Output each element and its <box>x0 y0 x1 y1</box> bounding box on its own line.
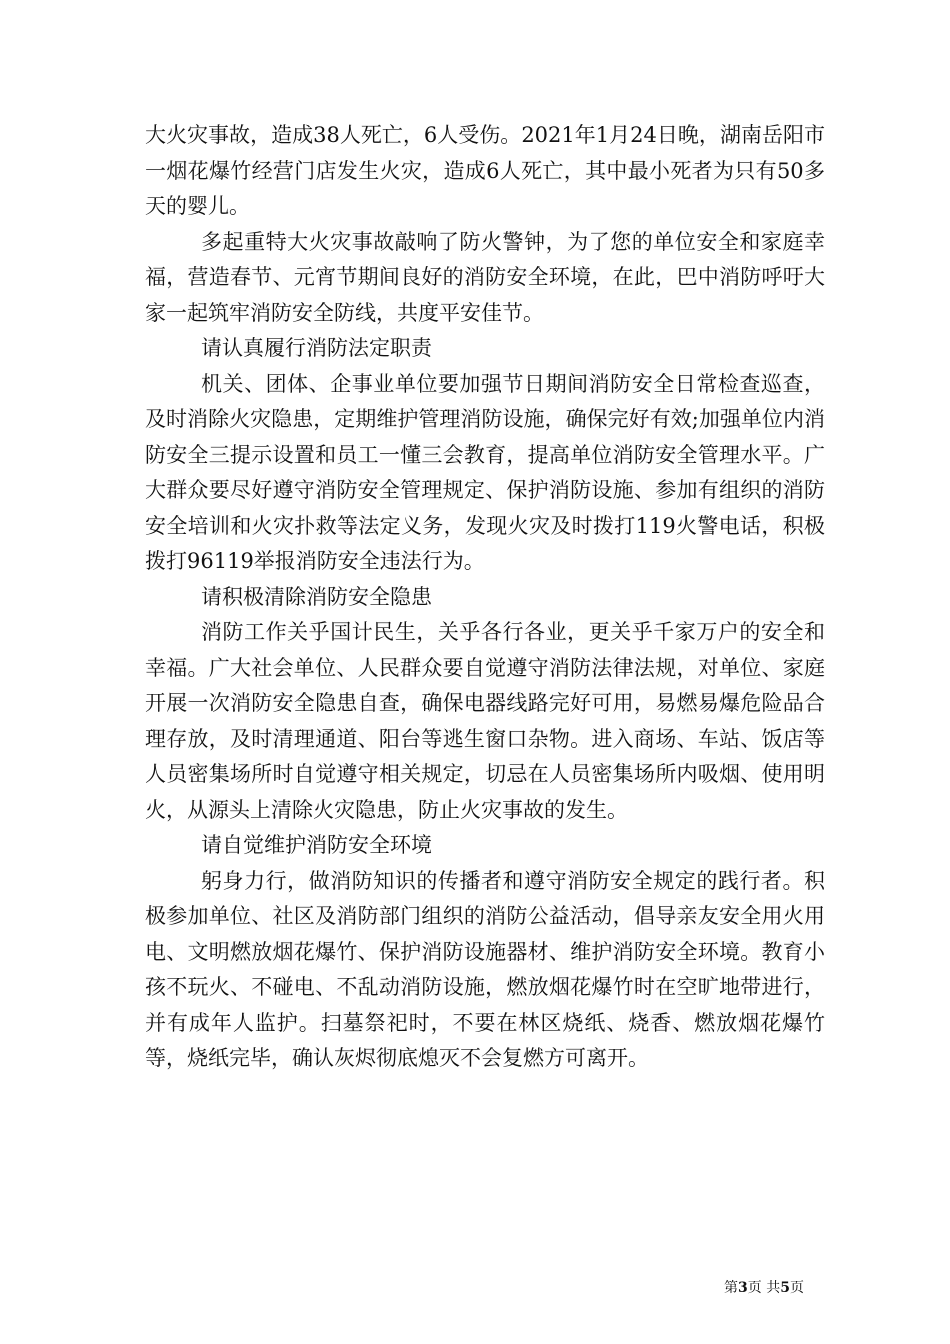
footer-suffix: 页 <box>790 1280 804 1296</box>
paragraph-appeal: 多起重特大火灾事故敲响了防火警钟，为了您的单位安全和家庭幸福，营造春节、元宵节期间良好的消防安全环境，在此，巴中消防呼吁大家一起筑牢消防安全防线，共度平安佳节。 <box>145 229 825 325</box>
section-heading-hazards: 请积极清除消防安全隐患 <box>201 584 432 609</box>
total-page-number: 5 <box>780 1280 790 1296</box>
footer-middle: 页 共 <box>747 1280 781 1296</box>
paragraph-environment: 躬身力行，做消防知识的传播者和遵守消防安全规定的践行者。积极参加单位、社区及消防部门组织的消防公益活动，倡导亲友安全用火用电、文明燃放烟花爆竹、保护消防设施器材、维护消防安全环境。教育小孩不玩火、不碰电、不乱动消防设施，燃放烟花爆竹时在空旷地带进行，并有成年人监护。扫墓祭祀时，不要在林区烧纸、烧香、燃放烟花爆竹等，烧纸完毕，确认灰烬彻底熄灭不会复燃方可离开。 <box>145 868 825 1070</box>
section-heading-duties: 请认真履行消防法定职责 <box>201 336 432 360</box>
paragraph-duties: 机关、团体、企事业单位要加强节日期间消防安全日常检查巡查，及时消除火灾隐患，定期维护管理消防设施，确保完好有效;加强单位内消防安全三提示设置和员工一懂三会教育，提高单位消防安全管理水平。广大群众要尽好遵守消防安全管理规定、保护消防设施、参加有组织的消防安全培训和火灾扑救等法定义务，发现火灾及时拨打119火警电话，积极拨打96119举报消防安全违法行为。 <box>145 371 825 573</box>
paragraph-continuation: 大火灾事故，造成38人死亡，6人受伤。2021年1月24日晚，湖南岳阳市一烟花爆竹经营门店发生火灾，造成6人死亡，其中最小死者为只有50多天的婴儿。 <box>145 123 825 218</box>
page-number-footer <box>724 1279 804 1297</box>
footer-prefix: 第 <box>724 1280 739 1296</box>
section-heading-environment: 请自觉维护消防安全环境 <box>201 833 432 857</box>
current-page-number: 3 <box>738 1280 748 1296</box>
document-body <box>145 118 825 1077</box>
paragraph-hazards: 消防工作关乎国计民生，关乎各行各业，更关乎千家万户的安全和幸福。广大社会单位、人民群众要自觉遵守消防法律法规，对单位、家庭开展一次消防安全隐患自查，确保电器线路完好可用，易燃易爆危险品合理存放，及时清理通道、阳台等逃生窗口杂物。进入商场、车站、饭店等人员密集场所时自觉遵守相关规定，切忌在人员密集场所内吸烟、使用明火，从源头上清除火灾隐患，防止火灾事故的发生。 <box>145 620 825 822</box>
